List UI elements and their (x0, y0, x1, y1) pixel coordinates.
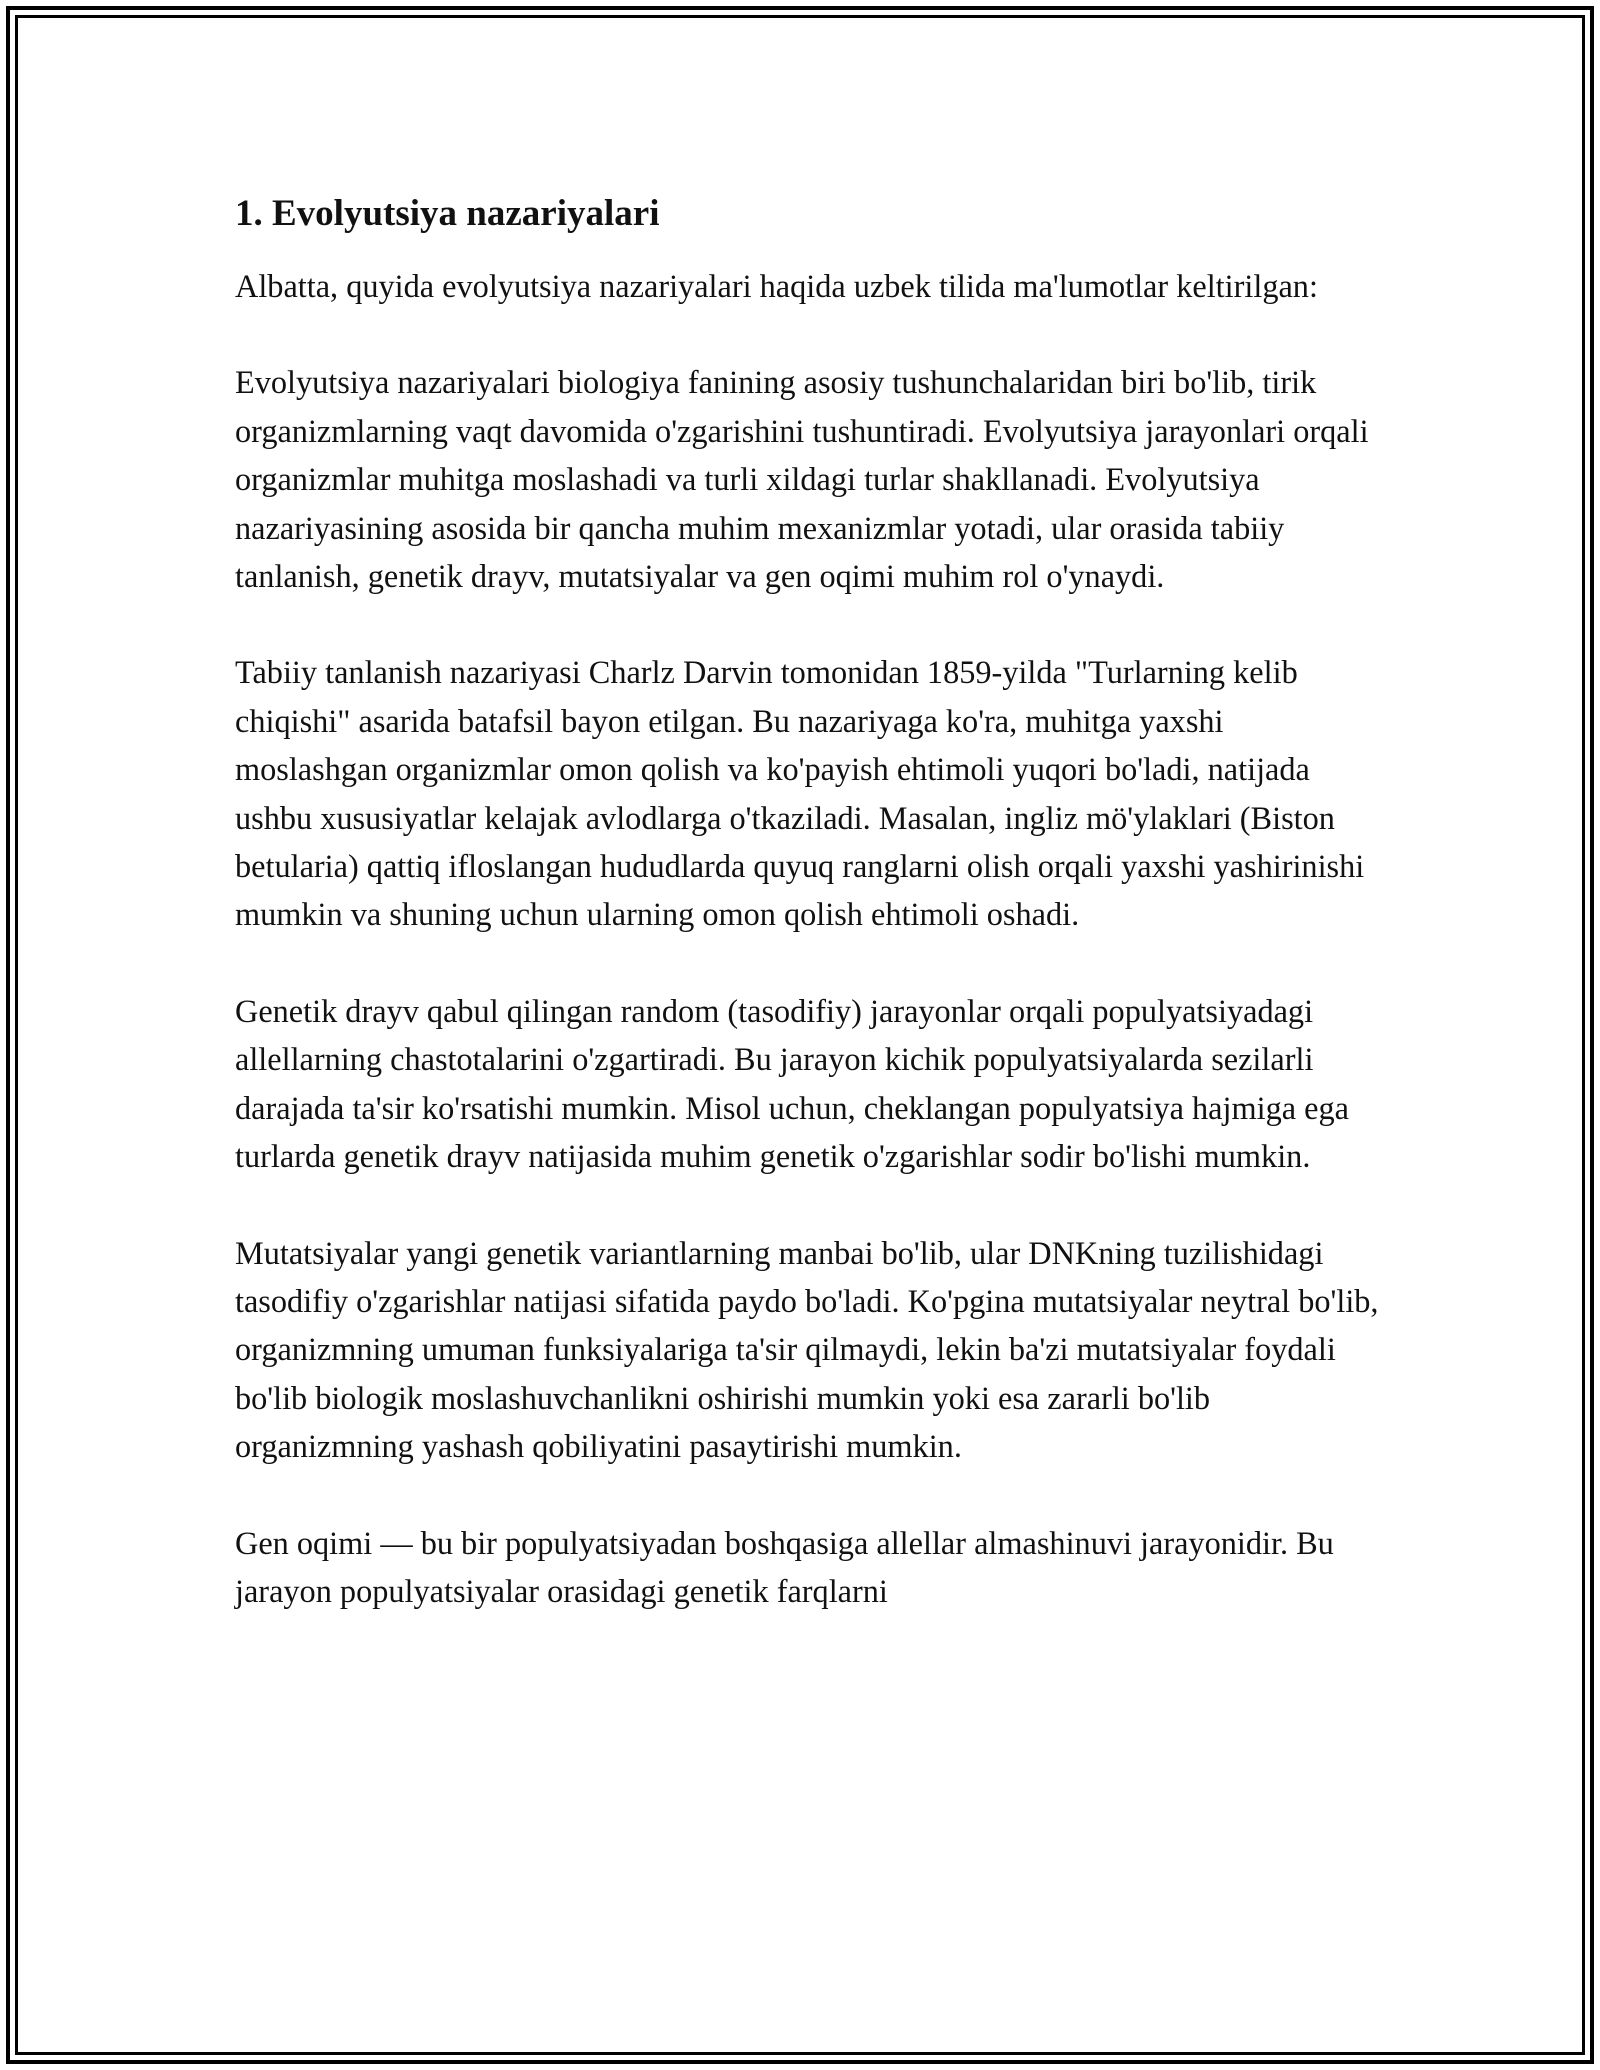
mutations-paragraph: Mutatsiyalar yangi genetik variantlarning manbai bo'lib, ular DNKning tuzilishidagi tasodifiy o'zgarishlar natijasi sifatida paydo bo'ladi. Ko'pgina mutatsiyalar neytral bo'lib, organizmning umuman funksiyalariga ta'sir qilmaydi, lekin ba'zi mutatsiyalar foydali bo'lib biologik moslashuvchanlikni oshirishi mumkin yoki esa zararli bo'lib organizmning yashash qobiliyatini pasaytirishi mumkin. (235, 1234, 1379, 1465)
intro-paragraph: Albatta, quyida evolyutsiya nazariyalari haqida uzbek tilida ma'lumotlar keltirilgan: (235, 268, 1318, 304)
evolution-theories-paragraph: Evolyutsiya nazariyalari biologiya fanining asosiy tushunchalaridan biri bo'lib, tirik organizmlarning vaqt davomida o'zgarishini tushuntiradi. Evolyutsiya jarayonlari orqali organizmlar muhitga moslashadi va turli xildagi turlar shakllanadi. Evolyutsiya nazariyasining asosida bir qancha muhim mexanizmlar yotadi, ular orasida tabiiy tanlanish, genetik drayv, mutatsiyalar va gen oqimi muhim rol o'ynaydi. (235, 364, 1369, 595)
document-title: 1. Evolyutsiya nazariyalari (235, 193, 660, 234)
genetic-drift-paragraph: Genetik drayv qabul qilingan random (tasodifiy) jarayonlar orqali populyatsiyadagi allellarning chastotalarini o'zgartiradi. Bu jarayon kichik populyatsiyalarda sezilarli darajada ta'sir ko'rsatishi mumkin. Misol uchun, cheklangan populyatsiya hajmiga ega turlarda genetik drayv natijasida muhim genetik o'zgarishlar sodir bo'lishi mumkin. (235, 992, 1349, 1175)
natural-selection-paragraph: Tabiiy tanlanish nazariyasi Charlz Darvin tomonidan 1859-yilda "Turlarning kelib chiqishi" asarida batafsil bayon etilgan. Bu nazariyaga ko'ra, muhitga yaxshi moslashgan organizmlar omon qolish va ko'payish ehtimoli yuqori bo'ladi, natijada ushbu xususiyatlar kelajak avlodlarga o'tkaziladi. Masalan, ingliz mö'ylaklari (Biston betularia) qattiq ifloslangan hududlarda quyuq ranglarni olish orqali yaxshi yashirinishi mumkin va shuning uchun ularning omon qolish ehtimoli oshadi. (235, 654, 1365, 933)
gene-flow-paragraph: Gen oqimi — bu bir populyatsiyadan boshqasiga allellar almashinuvi jarayonidir. Bu jarayon populyatsiyalar orasidagi genetik farqlarni (235, 1524, 1334, 1609)
document-body (235, 186, 1380, 1663)
